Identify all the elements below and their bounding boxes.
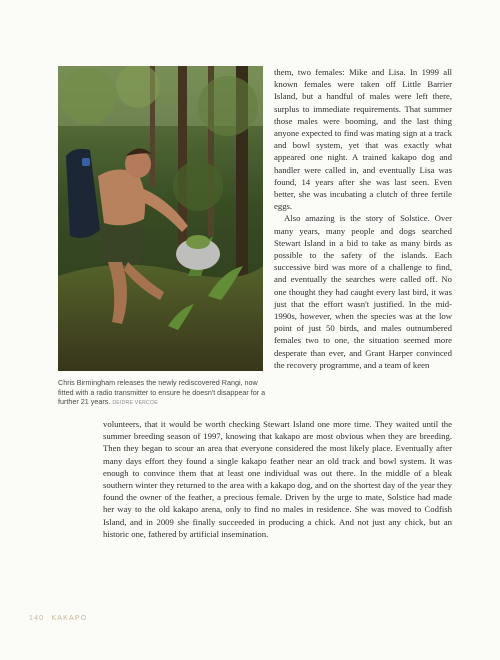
photo-credit: DEIDRE VERCOE [112, 400, 158, 407]
running-head: KAKAPO [51, 615, 88, 622]
photo-illustration [58, 66, 263, 371]
page-footer [29, 615, 87, 622]
full-width-text [103, 418, 452, 540]
photo-of-man-releasing-kakapo [58, 66, 263, 371]
right-column-text [274, 66, 452, 371]
paragraph-solstice-part-2: volunteers, that it would be worth checking Stewart Island one more time. They waited until the summer breeding season of 1997, knowing that kakapo are most obvious when they are breeding. Then they began to scour an area that everyone considered the most likely place. Eventually after many days effort they found a single kakapo feather near an old track and bowl system. It was enough to convince them that at least one individual was out there. In the middle of a bleak southern winter they returned to the area with a kakapo dog, and on the shortest day of the year they found the owner of the feather, a precious female. Driven by the urge to mate, Solstice had made her way to the old kakapo arena, only to find no males in residence. She was moved to Codfish Island, and in 2009 she finally succeeded in producing a chick. And not just any chick, but an historic one, fathered by artificial insemination. [103, 419, 452, 539]
paragraph-solstice-part-1: Also amazing is the story of Solstice. Over many years, many people and dogs searched Stewart Island in a bid to take as many birds as possible to the safety of the islands. Each successive bird was more of a challenge to find, and eventually the searches were called off. No one thought they had caught every last bird, it was just that the effort wasn't justified. In the mid-1990s, however, when the species was at the low point of just 50 birds, and males outnumbered females two to one, the situation seemed more desperate than ever, and Grant Harper convinced the recovery programme, and a team of keen [274, 213, 452, 370]
paragraph-lisa: them, two females: Mike and Lisa. In 1999 all known females were taken off Little Barrier Island, but a handful of males were left there, surplus to immediate requirements. That summer those males were booming, and the last thing anyone expected to find was mating sign at a track and bowl system, yet that was exactly what appeared one night. A trained kakapo dog and handler were called in, and eventually Lisa was found, 14 years after she was last seen. Even better, she was incubating a clutch of three fertile eggs. [274, 67, 452, 212]
page-number: 140 [29, 615, 45, 622]
photo-caption [58, 378, 268, 409]
caption-text: Chris Birmingham releases the newly rediscovered Rangi, now fitted with a radio transmitter to ensure he doesn't disappear for a further 21 years. [58, 378, 266, 407]
